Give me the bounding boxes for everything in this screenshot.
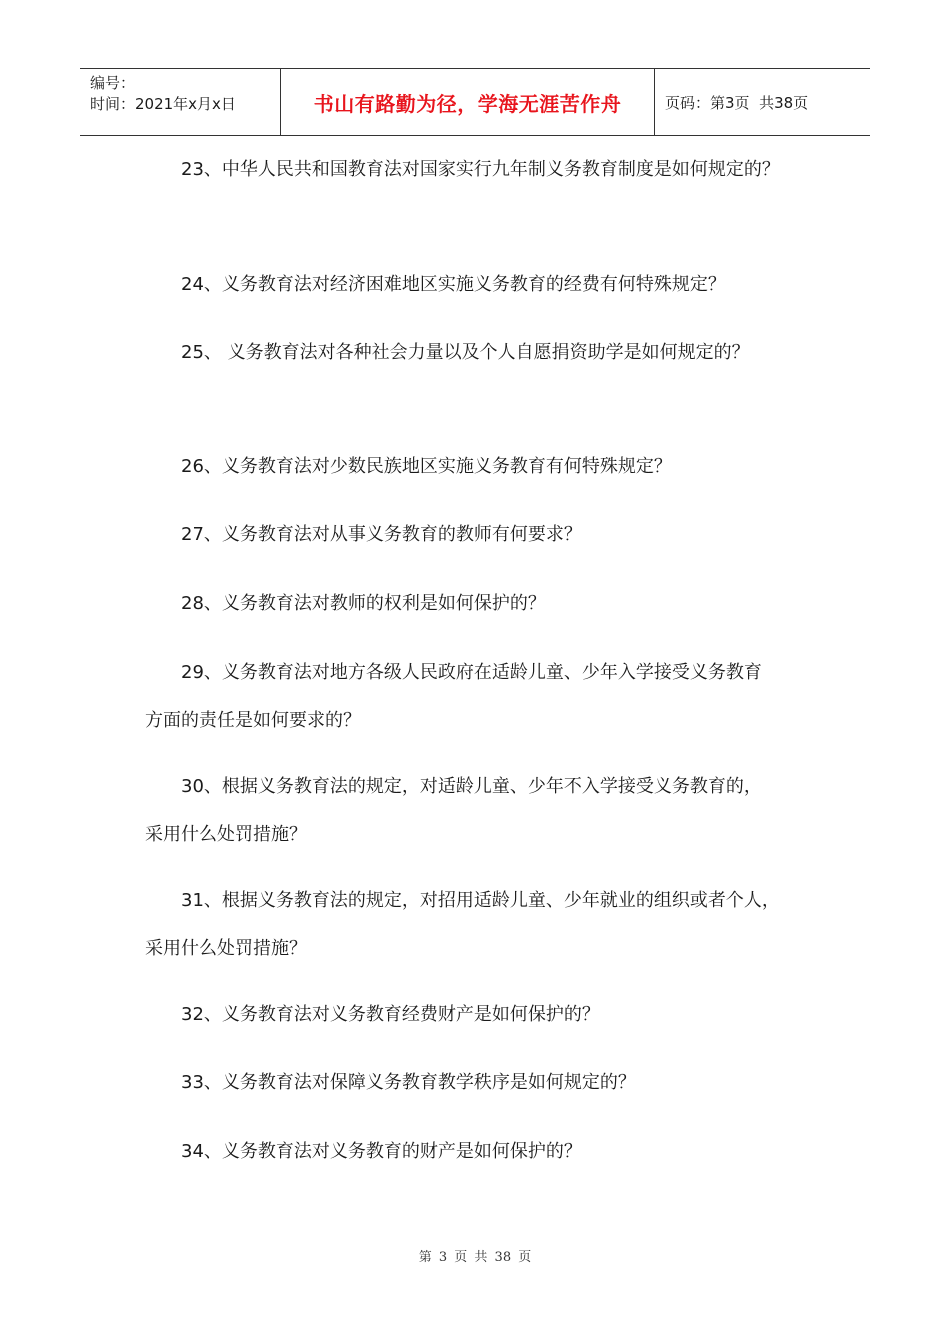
question-text: 25、 义务教育法对各种社会力量以及个人自愿捐资助学是如何规定的？ <box>181 342 750 363</box>
question-continuation: 采用什么处罚措施？ <box>145 824 307 845</box>
question-text: 33、义务教育法对保障义务教育教学秩序是如何规定的？ <box>181 1072 636 1093</box>
question-text: 23、中华人民共和国教育法对国家实行九年制义务教育制度是如何规定的？ <box>181 159 780 180</box>
page-code-label: 页码：第3页 共38页 <box>665 93 809 112</box>
question-26 <box>145 443 825 491</box>
question-text: 30、根据义务教育法的规定，对适龄儿童、少年不入学接受义务教育的， <box>181 776 762 797</box>
question-text: 28、义务教育法对教师的权利是如何保护的？ <box>181 593 546 614</box>
question-text: 26、义务教育法对少数民族地区实施义务教育有何特殊规定？ <box>181 456 672 477</box>
question-text: 31、根据义务教育法的规定，对招用适龄儿童、少年就业的组织或者个人， <box>181 890 780 911</box>
page-footer: 第 3 页 共 38 页 <box>418 1250 532 1265</box>
question-28 <box>145 580 825 628</box>
question-34 <box>145 1128 825 1176</box>
header-page-code <box>655 69 870 135</box>
question-31 <box>145 877 825 973</box>
question-24 <box>145 261 825 309</box>
number-label: 编号： <box>90 74 136 92</box>
question-30 <box>145 763 825 859</box>
header-motto: 书山有路勤为径，学海无涯苦作舟 <box>281 69 655 135</box>
question-continuation: 方面的责任是如何要求的？ <box>145 710 361 731</box>
question-text: 24、义务教育法对经济困难地区实施义务教育的经费有何特殊规定？ <box>181 274 726 295</box>
question-33 <box>145 1059 825 1107</box>
question-text: 27、义务教育法对从事义务教育的教师有何要求？ <box>181 524 582 545</box>
time-label: 时间：2021年x月x日 <box>90 95 236 113</box>
question-32 <box>145 991 825 1039</box>
question-29 <box>145 649 825 745</box>
header-meta <box>80 69 281 135</box>
question-25 <box>145 329 825 377</box>
question-text: 34、义务教育法对义务教育的财产是如何保护的？ <box>181 1141 582 1162</box>
page-header <box>80 68 870 136</box>
question-continuation: 采用什么处罚措施？ <box>145 938 307 959</box>
question-23 <box>145 146 825 194</box>
question-text: 32、义务教育法对义务教育经费财产是如何保护的？ <box>181 1004 600 1025</box>
question-text: 29、义务教育法对地方各级人民政府在适龄儿童、少年入学接受义务教育 <box>181 662 762 683</box>
question-27 <box>145 511 825 559</box>
